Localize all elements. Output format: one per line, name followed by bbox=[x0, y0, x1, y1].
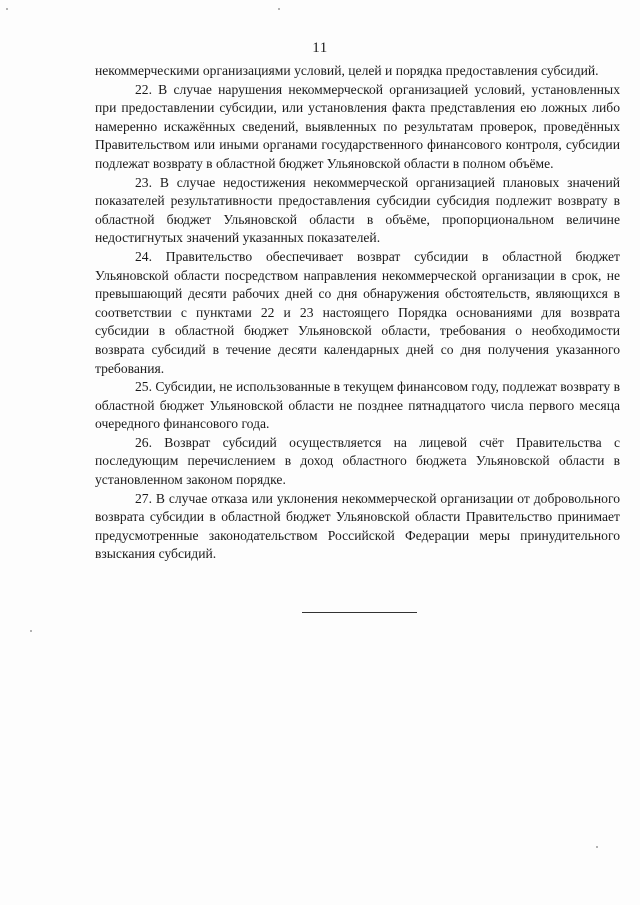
scan-speck bbox=[30, 630, 32, 632]
paragraph-27: 27. В случае отказа или уклонения некоммерческой организации от добровольного возврата субсидии в областной бюджет Ульяновской области Правительство принимает предусмотренные законодательством Российской Федерации меры принудительного взыскания субсидий. bbox=[95, 490, 620, 562]
document-body bbox=[95, 62, 620, 564]
paragraph-25: 25. Субсидии, не использованные в текущем финансовом году, подлежат возврату в областной бюджет Ульяновской области не позднее пятнадцатого числа первого месяца очередного финансового года. bbox=[95, 379, 620, 432]
page-number: 11 bbox=[312, 40, 328, 56]
scan-speck bbox=[596, 846, 598, 848]
paragraph-22: 22. В случае нарушения некоммерческой организацией условий, установленных при предоставлении субсидии, или установления факта представления ею ложных либо намеренно искажённых сведений, выявленных по результатам проверок, проведённых Правительством или иными органами государственного финансового контроля, субсидии подлежат возврату в областной бюджет Ульяновской области в полном объёме. bbox=[95, 81, 620, 171]
scan-speck bbox=[6, 8, 8, 10]
paragraph-23: 23. В случае недостижения некоммерческой организацией плановых значений показателей результативности предоставления субсидии субсидия подлежит возврату в областной бюджет Ульяновской области в объёме, пропорциональном величине недостигнутых значений указанных показателей. bbox=[95, 174, 620, 246]
closing-divider bbox=[302, 612, 417, 613]
paragraph-continuation: некоммерческими организациями условий, целей и порядка предоставления субсидий. bbox=[95, 63, 599, 78]
scan-speck bbox=[278, 8, 280, 10]
paragraph-26: 26. Возврат субсидий осуществляется на лицевой счёт Правительства с последующим перечислением в доход областного бюджета Ульяновской области в установленном законом порядке. bbox=[95, 434, 620, 488]
paragraph-24: 24. Правительство обеспечивает возврат субсидии в областной бюджет Ульяновской области посредством направления некоммерческой организации в срок, не превышающий десяти рабочих дней со дня обнаружения обстоятельств, являющихся в соответствии с пунктами 22 и 23 настоящего Порядка основаниями для возврата субсидии в областной бюджет Ульяновской области, требования о необходимости возврата субсидий в течение десяти календарных дней со дня получения указанного требования. bbox=[95, 248, 620, 376]
